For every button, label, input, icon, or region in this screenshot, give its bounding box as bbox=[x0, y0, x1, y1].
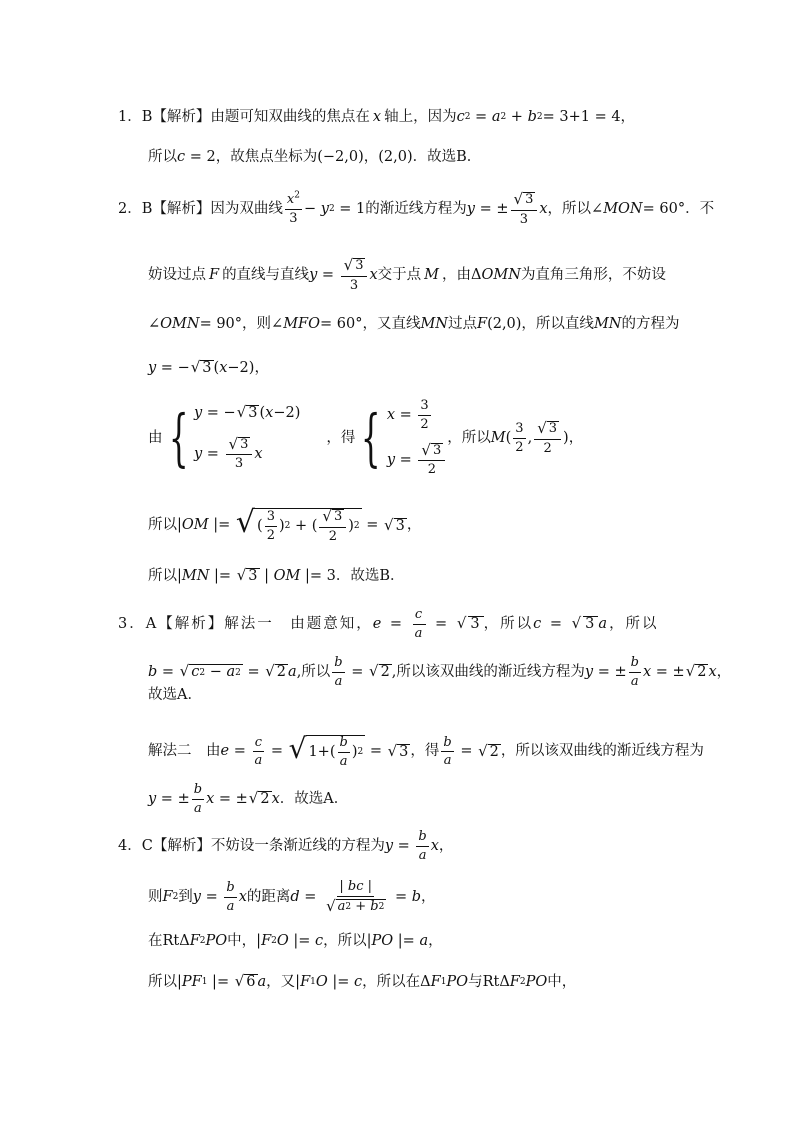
p2-line6: 所以| OM |= √ ( $\frac{3}{2}$ ) 2 + ( √ 3 2 ) 2 = √ 3 ， bbox=[148, 505, 422, 544]
text: ，所以在Δ bbox=[362, 973, 431, 990]
text: ∠ bbox=[148, 316, 161, 332]
text: ，故焦点坐标为 bbox=[215, 149, 318, 165]
text: 1．B【解析】由题可知双曲线的焦点在 bbox=[118, 109, 370, 125]
text: 由 bbox=[148, 429, 163, 446]
text: 解法二 由 bbox=[148, 743, 221, 760]
text: ， bbox=[438, 837, 454, 854]
text: 在RtΔ bbox=[148, 933, 190, 949]
p1-line2: 所以 c = 2 ，故焦点坐标为 (−2,0)，(2,0) ．故选B． bbox=[148, 149, 482, 165]
text: ,所以 bbox=[296, 663, 331, 680]
brace-icon: { bbox=[361, 401, 381, 474]
text: 的渐近线方程为 bbox=[365, 200, 467, 217]
p2-line2: 妨设过点 F 的直线与直线 y = √ 3 3 x 交于点 M ，由Δ OMN 为直角三角形，不妨设 bbox=[148, 256, 666, 293]
p3-line3 bbox=[148, 688, 202, 703]
text: ， bbox=[421, 888, 436, 905]
text: 4．C【解析】不妨设一条渐近线的方程为 bbox=[118, 837, 385, 854]
text: ,所以该双曲线的渐近线方程为 bbox=[391, 663, 585, 680]
text: = 60°，又直线 bbox=[319, 316, 421, 332]
text: 到 bbox=[178, 888, 193, 905]
text: ，得 bbox=[410, 743, 440, 760]
text: ，所以 bbox=[447, 429, 491, 446]
text: 故选A． bbox=[148, 687, 202, 703]
text: ，所以该双曲线的渐近线方程为 bbox=[500, 743, 704, 760]
p2-system: 由 { y = − √ 3 (x−2) y = √ 3 3 x ，得 { x = $\frac{3}{2}$ y = √ 3 2 ，所以 M ( $\frac{3}{2}$ , √ 3 2 )， bbox=[148, 398, 584, 478]
text: ，所以 bbox=[609, 615, 659, 632]
text: 的直线与直线 bbox=[222, 266, 310, 283]
text: ， bbox=[254, 359, 269, 376]
text: 中， bbox=[547, 973, 577, 990]
text: 3．A【解析】解法一 由题意知， bbox=[118, 615, 373, 632]
text: 交于点 bbox=[377, 266, 422, 283]
p2-line3: ∠ OMN = 90°，则∠ MFO = 60°，又直线 MN 过点 F (2,0)，所以直线 MN 的方程为 bbox=[148, 316, 680, 332]
text: ，所以| bbox=[323, 933, 372, 949]
text: = 90°，则∠ bbox=[199, 316, 284, 332]
text: = 3．故选B． bbox=[309, 567, 405, 584]
p4-line3: 在RtΔ F 2 PO 中，| F 2 O |= c ，所以| PO |= a ， bbox=[148, 933, 443, 949]
text: 所以| bbox=[148, 567, 182, 584]
text: 2．B【解析】因为双曲线 bbox=[118, 200, 283, 217]
text: 则 bbox=[148, 888, 163, 905]
p1-line1: 1．B【解析】由题可知双曲线的焦点在 x 轴上，因为 c 2 = a 2 + b 2 = 3+1 = 4， bbox=[118, 109, 636, 125]
text: 妨设过点 bbox=[148, 266, 206, 283]
p4-line2: 则 F 2 到 y = $\frac{b}{a}$ x 的距离 d = | bc | √ a 2 + b 2 = b ， bbox=[148, 879, 436, 915]
p3-line5: y = ± $\frac{b}{a}$ x = ± √ 2 x ．故选A． bbox=[148, 782, 349, 816]
text: 轴上，因为 bbox=[384, 109, 457, 125]
text: OMN bbox=[481, 266, 521, 283]
text: ， bbox=[428, 933, 443, 949]
text: ，由Δ bbox=[442, 266, 482, 283]
text: ，所以 bbox=[483, 615, 534, 632]
text: 的方程为 bbox=[621, 316, 680, 332]
text: (−2,0)，(2,0) bbox=[317, 149, 413, 165]
text: 的距离 bbox=[246, 888, 291, 905]
text: ，又| bbox=[266, 973, 301, 990]
text: 过点 bbox=[448, 316, 477, 332]
p3-line2: b = √ c 2 − a 2 = √ 2 a ,所以 $\frac{b}{a}$ = √ 2 ,所以该双曲线的渐近线方程为 y = ± $\frac{b}{a}$ x = ± √ 2 x ， bbox=[148, 655, 732, 689]
text: 所以 bbox=[148, 149, 177, 165]
text: = 60°．不 bbox=[642, 200, 715, 217]
text: (2,0)，所以直线 bbox=[487, 316, 594, 332]
brace-icon: { bbox=[168, 401, 189, 474]
text: 所以| bbox=[148, 973, 182, 990]
text: ，得 bbox=[326, 429, 356, 446]
p2-line1: 2．B【解析】因为双曲线 $\frac{x^2}{3}$ − y 2 = 1 的渐近线方程为 y = ± √ 3 3 x ，所以∠ MON = 60°．不 bbox=[118, 190, 715, 227]
text: ．故选B． bbox=[412, 149, 482, 165]
text: 中，| bbox=[227, 933, 262, 949]
p4-line1: 4．C【解析】不妨设一条渐近线的方程为 y = $\frac{b}{a}$ x ， bbox=[118, 829, 454, 863]
text: 所以| bbox=[148, 517, 182, 534]
text: ，所以∠ bbox=[547, 200, 604, 217]
text: MON bbox=[603, 200, 643, 217]
p2-line7: 所以| MN |= √ 3 | OM | = 3．故选B． bbox=[148, 566, 405, 584]
text: 为直角三角形，不妨设 bbox=[520, 266, 666, 283]
text: ．故选A． bbox=[279, 790, 349, 807]
p3-line1: 3．A【解析】解法一 由题意知， e = $\frac{c}{a}$ = √ 3 ，所以 c = √ 3 a ，所以 bbox=[118, 607, 659, 641]
p2-line4: y = − √ 3 ( x −2) ， bbox=[148, 358, 269, 376]
p3-line4: 解法二 由 e = $\frac{c}{a}$ = √ 1+( $\frac{b}{a}$ ) 2 = √ 3 ，得 $\frac{b}{a}$ = √ 2 ，所以该双曲线的渐近线方程为 bbox=[148, 732, 704, 769]
p4-line4: 所以| PF 1 |= √ 6 a ，又| F 1 O |= c ，所以在Δ F 1 PO 与RtΔ F 2 PO 中， bbox=[148, 972, 577, 990]
text: = 3+1 = 4， bbox=[542, 109, 636, 125]
text: 与RtΔ bbox=[468, 973, 510, 990]
